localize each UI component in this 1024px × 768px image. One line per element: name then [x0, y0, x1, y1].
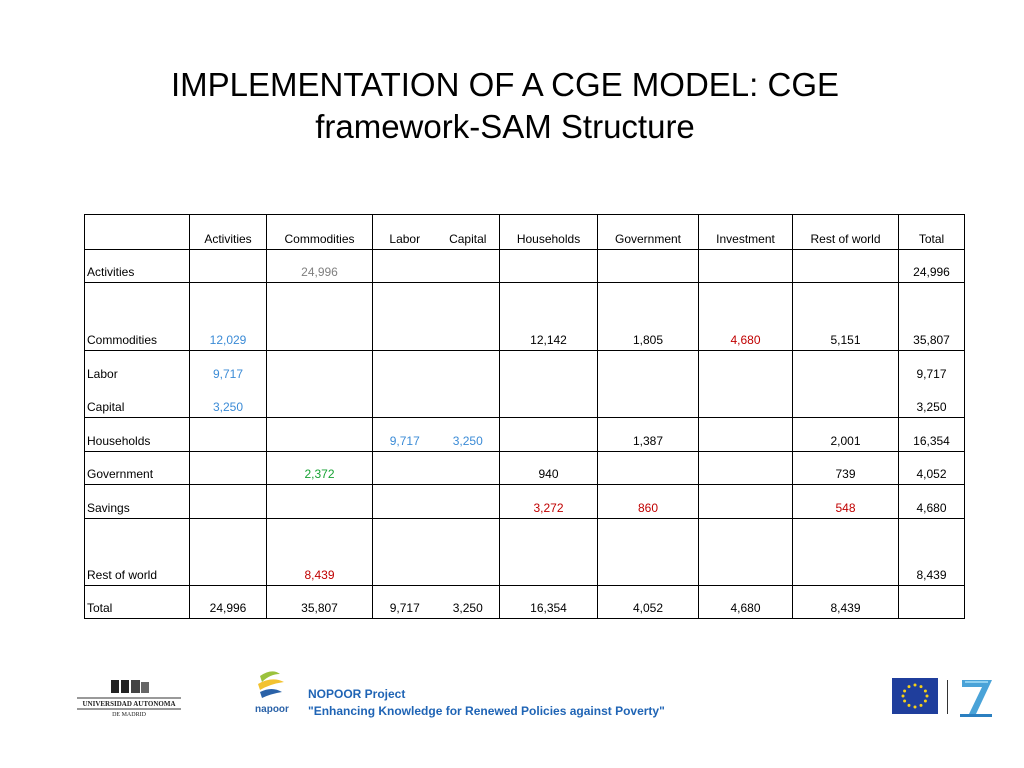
- table-cell: 4,052: [598, 586, 699, 619]
- table-cell: [899, 586, 965, 619]
- table-cell: [373, 485, 437, 519]
- table-cell: 1,805: [598, 283, 699, 351]
- table-cell: [267, 283, 373, 351]
- table-cell: 8,439: [793, 586, 899, 619]
- table-cell: [373, 452, 437, 485]
- table-cell: [437, 485, 500, 519]
- svg-text:UNIVERSIDAD AUTONOMA: UNIVERSIDAD AUTONOMA: [82, 700, 176, 708]
- table-cell: [598, 250, 699, 283]
- table-cell: [500, 418, 598, 452]
- row-label: Households: [85, 418, 190, 452]
- table-cell: [437, 283, 500, 351]
- table-cell: [373, 384, 437, 418]
- table-cell: [267, 485, 373, 519]
- table-cell: 4,680: [699, 283, 793, 351]
- table-cell: [500, 351, 598, 384]
- svg-text:DE MADRID: DE MADRID: [112, 712, 146, 718]
- table-cell: [598, 519, 699, 586]
- table-cell: [267, 418, 373, 452]
- table-cell: 24,996: [899, 250, 965, 283]
- table-cell: 12,142: [500, 283, 598, 351]
- table-cell: [373, 250, 437, 283]
- table-cell: 35,807: [899, 283, 965, 351]
- table-row: [85, 384, 965, 418]
- table-cell: 9,717: [373, 418, 437, 452]
- table-cell: 940: [500, 452, 598, 485]
- table-cell: [190, 452, 267, 485]
- table-row: [85, 418, 965, 452]
- table-cell: [598, 452, 699, 485]
- table-cell: [793, 250, 899, 283]
- table-cell: [699, 485, 793, 519]
- table-cell: 2,372: [267, 452, 373, 485]
- title-line-2: framework-SAM Structure: [315, 108, 695, 145]
- header-total: Total: [899, 215, 965, 250]
- table-cell: 3,250: [437, 418, 500, 452]
- table-cell: [437, 351, 500, 384]
- header-capital: Capital: [437, 215, 500, 250]
- row-label: Commodities: [85, 283, 190, 351]
- table-cell: [598, 384, 699, 418]
- table-cell: [267, 351, 373, 384]
- table-cell: [373, 351, 437, 384]
- table-cell: [699, 452, 793, 485]
- project-info: [308, 686, 665, 720]
- fp7-logo: [956, 676, 996, 718]
- table-cell: 4,680: [699, 586, 793, 619]
- header-activities: Activities: [190, 215, 267, 250]
- table-cell: [699, 384, 793, 418]
- table-cell: 3,250: [190, 384, 267, 418]
- table-cell: [190, 485, 267, 519]
- table-cell: [437, 519, 500, 586]
- header-investment: Investment: [699, 215, 793, 250]
- table-cell: [267, 384, 373, 418]
- table-cell: 860: [598, 485, 699, 519]
- table-row: [85, 452, 965, 485]
- slide-title: [100, 64, 910, 148]
- row-label: Activities: [85, 250, 190, 283]
- table-cell: [500, 519, 598, 586]
- napoor-wordmark: napoor: [255, 704, 289, 715]
- table-row: [85, 485, 965, 519]
- table-cell: [500, 250, 598, 283]
- table-cell: [437, 452, 500, 485]
- table-cell: 3,250: [437, 586, 500, 619]
- table-cell: 9,717: [373, 586, 437, 619]
- table-cell: 8,439: [899, 519, 965, 586]
- table-cell: 8,439: [267, 519, 373, 586]
- header-rest-of-world: Rest of world: [793, 215, 899, 250]
- table-cell: 24,996: [267, 250, 373, 283]
- table-cell: [373, 519, 437, 586]
- table-cell: [437, 384, 500, 418]
- table-cell: [793, 351, 899, 384]
- row-label: Labor: [85, 351, 190, 384]
- table-cell: [793, 519, 899, 586]
- table-cell: [793, 384, 899, 418]
- header-corner: [85, 215, 190, 250]
- row-label: Rest of world: [85, 519, 190, 586]
- table-row: [85, 351, 965, 384]
- row-label: Total: [85, 586, 190, 619]
- table-cell: 1,387: [598, 418, 699, 452]
- uam-logo: [77, 678, 181, 718]
- table-cell: 24,996: [190, 586, 267, 619]
- table-cell: [699, 250, 793, 283]
- table-row: [85, 586, 965, 619]
- row-label: Savings: [85, 485, 190, 519]
- table-cell: [373, 283, 437, 351]
- table-cell: 739: [793, 452, 899, 485]
- table-row: [85, 250, 965, 283]
- table-cell: [699, 418, 793, 452]
- row-label: Government: [85, 452, 190, 485]
- table-cell: 4,680: [899, 485, 965, 519]
- table-cell: 9,717: [899, 351, 965, 384]
- table-cell: 12,029: [190, 283, 267, 351]
- header-government: Government: [598, 215, 699, 250]
- eu-flag-icon: [892, 678, 938, 714]
- table-cell: [699, 351, 793, 384]
- table-cell: [598, 351, 699, 384]
- table-cell: 16,354: [899, 418, 965, 452]
- table-cell: [437, 250, 500, 283]
- napoor-logo: [250, 668, 294, 716]
- table-cell: [190, 418, 267, 452]
- table-cell: 3,272: [500, 485, 598, 519]
- sam-table: [84, 214, 965, 619]
- table-cell: 548: [793, 485, 899, 519]
- table-header-row: [85, 215, 965, 250]
- table-cell: 3,250: [899, 384, 965, 418]
- table-cell: [699, 519, 793, 586]
- table-row: [85, 283, 965, 351]
- header-commodities: Commodities: [267, 215, 373, 250]
- project-name: NOPOOR Project: [308, 687, 406, 701]
- header-labor: Labor: [373, 215, 437, 250]
- table-cell: [190, 250, 267, 283]
- project-tagline: "Enhancing Knowledge for Renewed Policies against Poverty": [308, 704, 665, 718]
- header-households: Households: [500, 215, 598, 250]
- table-cell: 4,052: [899, 452, 965, 485]
- table-cell: 16,354: [500, 586, 598, 619]
- table-cell: 9,717: [190, 351, 267, 384]
- table-cell: 5,151: [793, 283, 899, 351]
- row-label: Capital: [85, 384, 190, 418]
- table-cell: [500, 384, 598, 418]
- title-line-1: IMPLEMENTATION OF A CGE MODEL: CGE: [170, 66, 840, 103]
- table-cell: [190, 519, 267, 586]
- logo-divider: [947, 680, 948, 714]
- table-cell: 2,001: [793, 418, 899, 452]
- table-row: [85, 519, 965, 586]
- table-cell: 35,807: [267, 586, 373, 619]
